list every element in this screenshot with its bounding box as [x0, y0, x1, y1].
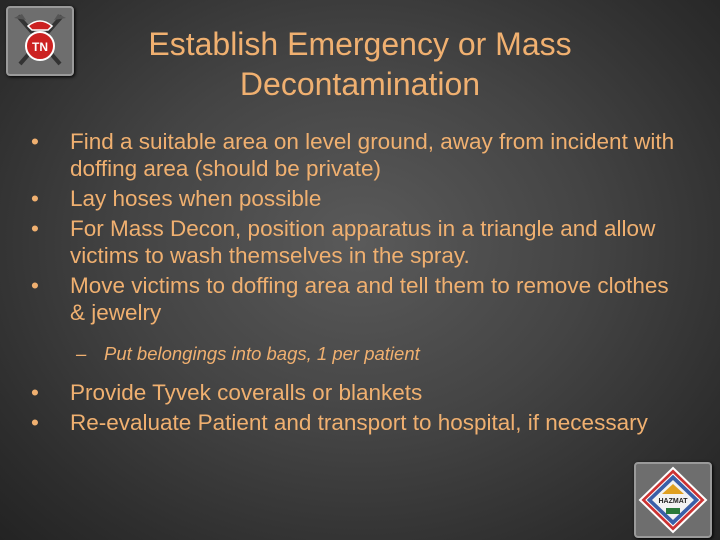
sub-bullet-text: Put belongings into bags, 1 per patient	[104, 343, 420, 364]
bullet-text: Lay hoses when possible	[70, 186, 322, 211]
bullet-text: Provide Tyvek coveralls or blankets	[70, 380, 423, 405]
bullet-item	[28, 379, 688, 406]
bullet-item	[28, 215, 688, 269]
dash-icon: –	[76, 343, 87, 364]
emblem-label: TN	[32, 40, 48, 54]
bullet-text: Move victims to doffing area and tell them to remove clothes & jewelry	[70, 273, 669, 325]
bullet-list	[28, 128, 688, 436]
bullet-text: Find a suitable area on level ground, away from incident with doffing area (should be private)	[70, 129, 675, 181]
fire-rescue-emblem-icon	[6, 6, 74, 76]
hazmat-diamond-icon	[634, 462, 712, 538]
bullet-text: Re-evaluate Patient and transport to hospital, if necessary	[70, 410, 648, 435]
bullet-text: For Mass Decon, position apparatus in a triangle and allow victims to wash themselves in the spray.	[70, 216, 656, 268]
sub-bullet-item	[28, 342, 688, 366]
bullet-item	[28, 272, 688, 326]
bullet-item	[28, 409, 688, 436]
hazmat-label: HAZMAT	[658, 498, 688, 505]
title-line-1: Establish Emergency or Mass	[148, 26, 572, 62]
bullet-item	[28, 185, 688, 212]
bullet-item	[28, 128, 688, 182]
slide-title	[90, 24, 630, 104]
title-line-2: Decontamination	[239, 66, 481, 102]
